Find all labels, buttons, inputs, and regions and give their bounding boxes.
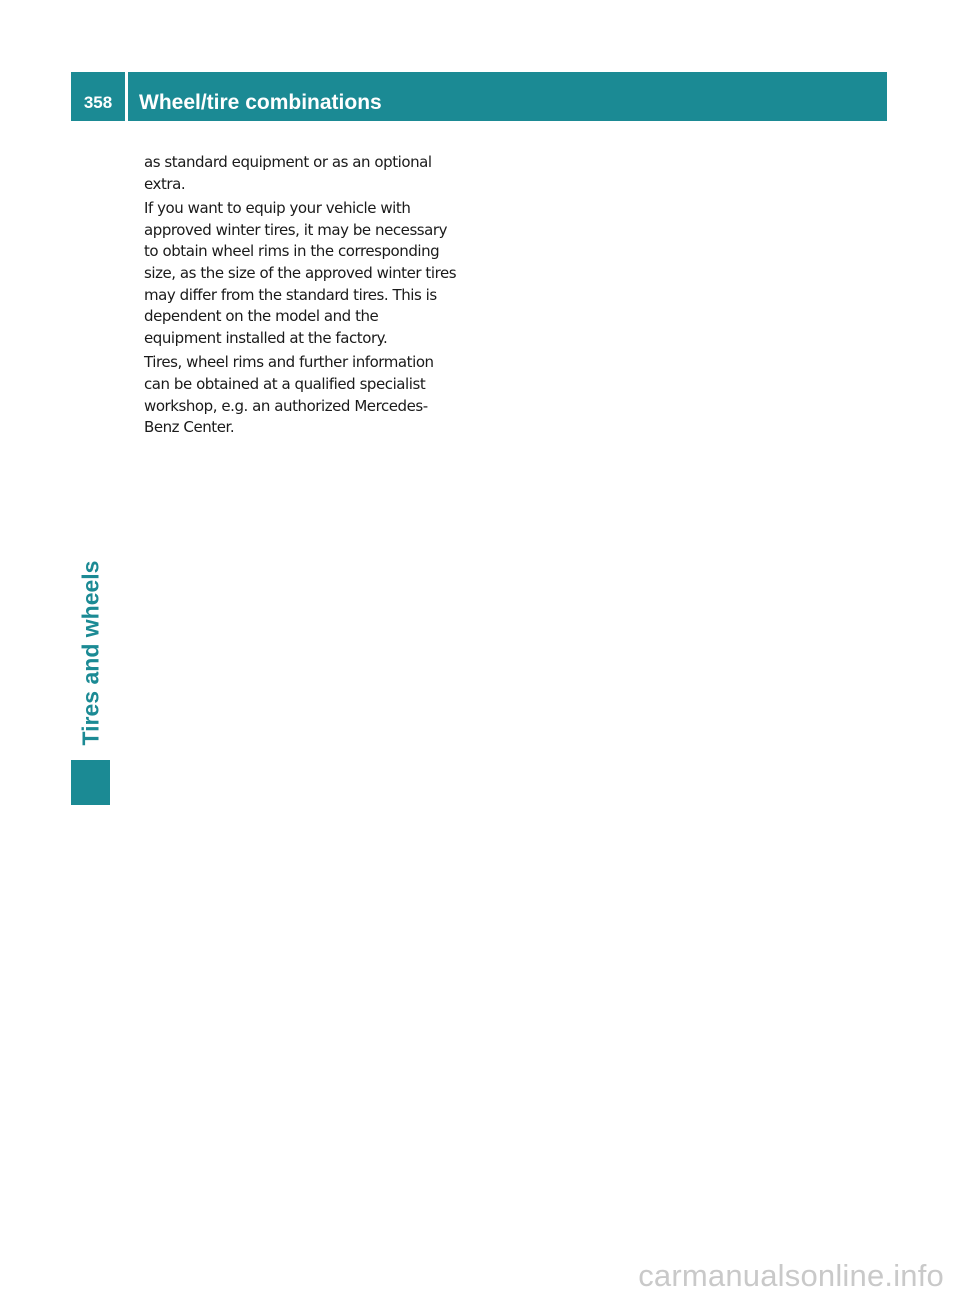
side-tab [71, 553, 110, 753]
section-title: Wheel/tire combinations [139, 91, 382, 114]
side-tab-marker [71, 760, 110, 805]
paragraph: Tires, wheel rims and further information can be obtained at a qualified specialist workshop, e.g. an authorized Mercedes- Benz Center. [144, 353, 434, 437]
header-divider [125, 72, 128, 121]
body-text [144, 152, 474, 442]
page-number: 358 [83, 93, 113, 112]
watermark: carmanualsonline.info [638, 1258, 944, 1293]
side-tab-label: Tires and wheels [77, 560, 103, 746]
paragraph: If you want to equip your vehicle with approved winter tires, it may be necessary to obtain wheel rims in the corresponding size, as the size of the approved winter tires may differ from the standard tires. This is dependent on the model and the equipment installed at the factory. [144, 199, 457, 347]
paragraph: as standard equipment or as an optional extra. [144, 153, 432, 193]
